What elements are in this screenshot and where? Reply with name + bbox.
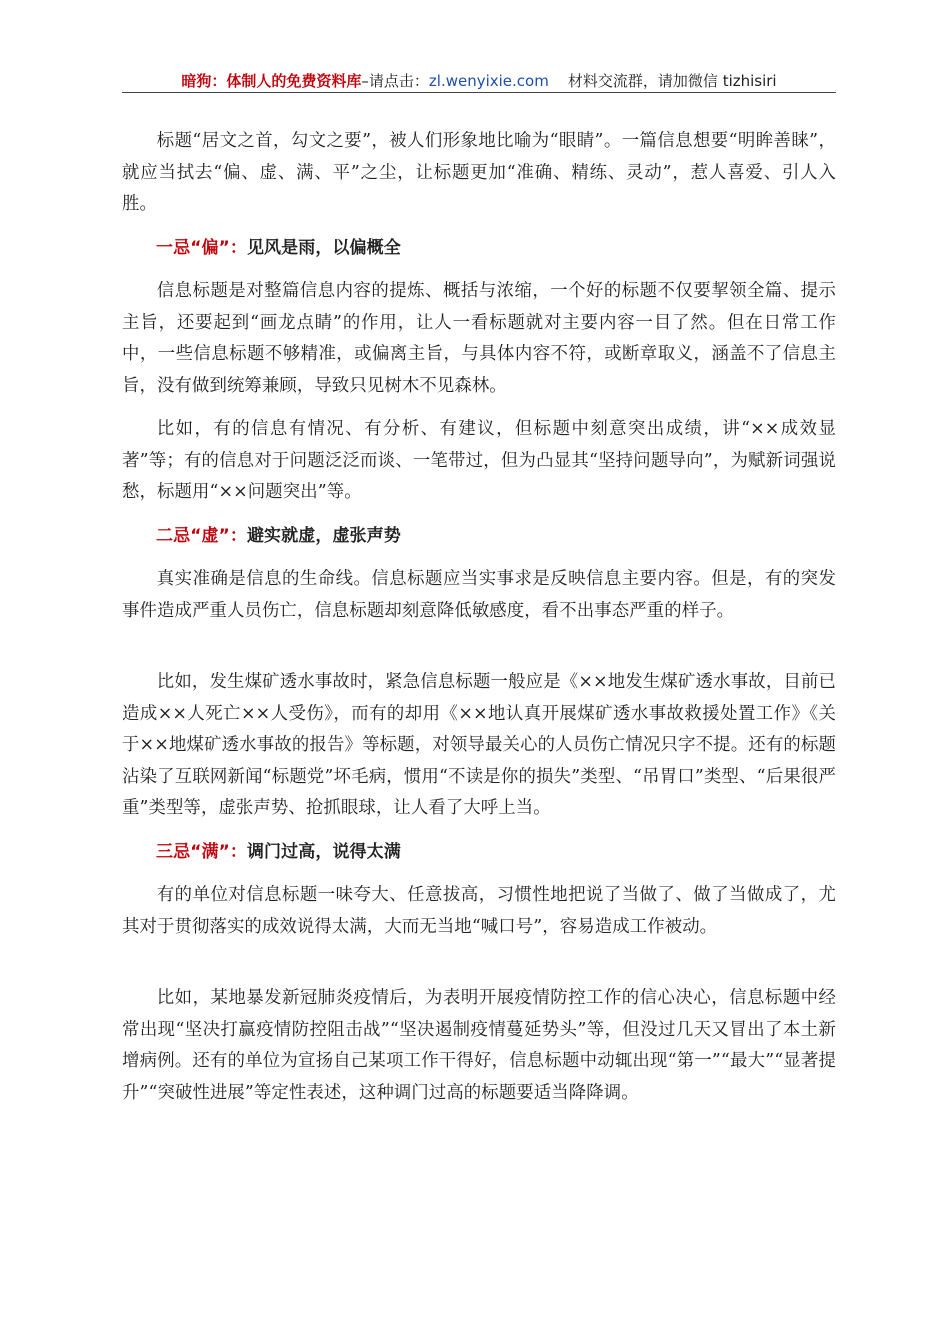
section-heading-1-text: 见风是雨，以偏概全 [246, 237, 401, 258]
header-contact: 材料交流群，请加微信 tizhisiri [567, 72, 777, 90]
paragraph-3: 比如，有的信息有情况、有分析、有建议，但标题中刻意突出成绩，讲“××成效显著”等；有的信息对于问题泛泛而谈、一笔带过，但为凸显其“坚持问题导向”，为赋新词强说愁，标题用“××问题突出”等。 [122, 419, 836, 502]
header-brand: 暗狗：体制人的免费资料库 [181, 72, 362, 90]
paragraph-2: 信息标题是对整篇信息内容的提炼、概括与浓缩，一个好的标题不仅要挈领全篇、提示主旨，还要起到“画龙点睛”的作用，让人一看标题就对主要内容一目了然。但在日常工作中，一些信息标题不够精准，或偏离主旨，与具体内容不符，或断章取义，涵盖不了信息主旨，没有做到统筹兼顾，导致只见树木不见森林。 [122, 281, 836, 396]
section-heading-3-text: 调门过高，说得太满 [246, 841, 401, 862]
header-click-prefix: –请点击： [361, 72, 429, 90]
section-heading-3 [122, 837, 836, 869]
section-heading-1-prefix: 一忌“偏”： [156, 237, 247, 258]
paragraph-5: 比如，发生煤矿透水事故时，紧急信息标题一般应是《××地发生煤矿透水事故，目前已造成××人死亡××人受伤》，而有的却用《××地认真开展煤矿透水事故救援处置工作》《关于××地煤矿透水事故的报告》等标题，对领导最关心的人员伤亡情况只字不提。还有的标题沾染了互联网新闻“标题党”坏毛病，惯用“不读是你的损失”类型、“吊胃口”类型、“后果很严重”类型等，虚张声势、抢抓眼球，让人看了大呼上当。 [122, 672, 836, 818]
document-body [122, 126, 836, 1109]
paragraph-6: 有的单位对信息标题一味夸大、任意拔高，习惯性地把说了当做了、做了当做成了，尤其对于贯彻落实的成效说得太满，大而无当地“喊口号”，容易造成工作被动。 [122, 885, 836, 937]
section-heading-2 [122, 521, 836, 553]
paragraph-7: 比如，某地暴发新冠肺炎疫情后，为表明开展疫情防控工作的信心决心，信息标题中经常出现“坚决打赢疫情防控阻击战”“坚决遏制疫情蔓延势头”等，但没过几天又冒出了本土新增病例。还有的单位为宣扬自己某项工作干得好，信息标题中动辄出现“第一”“最大”“显著提升”“突破性进展”等定性表述，这种调门过高的标题要适当降降调。 [122, 988, 836, 1103]
section-heading-3-prefix: 三忌“满”： [156, 841, 247, 862]
paragraph-4: 真实准确是信息的生命线。信息标题应当实事求是反映信息主要内容。但是，有的突发事件造成严重人员伤亡，信息标题却刻意降低敏感度，看不出事态严重的样子。 [122, 569, 836, 621]
section-heading-1 [122, 233, 836, 265]
section-heading-2-prefix: 二忌“虚”： [156, 525, 247, 546]
intro-paragraph: 标题“居文之首，勾文之要”，被人们形象地比喻为“眼睛”。一篇信息想要“明眸善睐”，就应当拭去“偏、虚、满、平”之尘，让标题更加“准确、精练、灵动”，惹人喜爱、引人入胜。 [122, 131, 836, 214]
page-header [122, 70, 836, 93]
section-heading-2-text: 避实就虚，虚张声势 [246, 525, 401, 546]
header-url-link[interactable]: zl.wenyixie.com [428, 72, 549, 90]
